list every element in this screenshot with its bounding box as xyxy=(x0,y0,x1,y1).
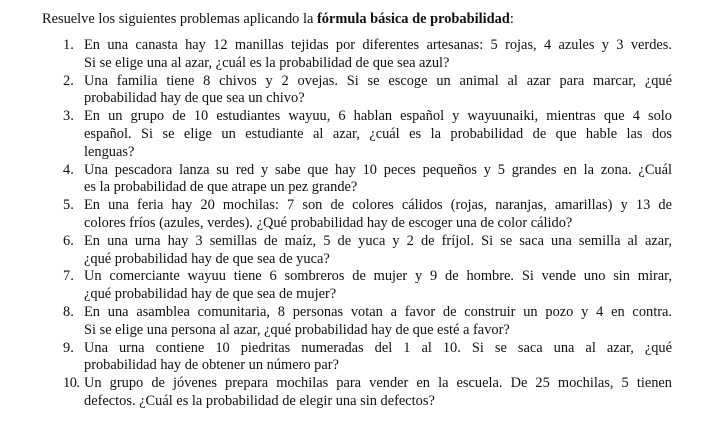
problem-text-line: Un comerciante wayuu tiene 6 sombreros de mujer y 9 de hombre. Si vende uno sin mirar, xyxy=(84,268,672,285)
problem-item xyxy=(63,73,672,109)
problem-text-line: es la probabilidad de que atrape un pez grande? xyxy=(84,179,358,196)
problem-number: 1. xyxy=(63,37,74,53)
problem-text-line: En un grupo de 10 estudiantes wayuu, 6 hablan español y wayuunaiki, mientras que 4 solo xyxy=(84,108,672,125)
problem-text-line: En una canasta hay 12 manillas tejidas por diferentes artesanas: 5 rojas, 4 azules y 3 verdes. xyxy=(84,37,672,53)
problem-item xyxy=(63,304,672,340)
instructions-heading xyxy=(42,10,514,28)
problem-number: 10. xyxy=(63,375,80,392)
problem-text-line: español. Si se elige un estudiante al azar, ¿cuál es la probabilidad de que hable las dos xyxy=(84,125,672,142)
problem-item xyxy=(63,233,672,269)
instructions-text: Resuelve los siguientes problemas aplicando la xyxy=(42,11,317,27)
problem-item xyxy=(63,108,672,161)
problem-text-line: defectos. ¿Cuál es la probabilidad de elegir una sin defectos? xyxy=(84,392,435,409)
problem-text-line: Una familia tiene 8 chivos y 2 ovejas. Si se escoge un animal al azar para marcar, ¿qué xyxy=(84,72,672,89)
problem-text-line: ¿qué probabilidad hay de que sea de yuca? xyxy=(84,250,330,267)
problem-list xyxy=(63,37,672,411)
problem-text-line: ¿qué probabilidad hay de que sea de mujer? xyxy=(84,286,337,303)
problem-item xyxy=(63,162,672,198)
problem-item xyxy=(63,37,672,73)
problem-text-line: Un grupo de jóvenes prepara mochilas para vender en la escuela. De 25 mochilas, 5 tienen xyxy=(84,375,672,392)
instructions-colon: : xyxy=(509,11,514,27)
problem-number: 4. xyxy=(63,161,74,178)
problem-text-line: lenguas? xyxy=(84,143,135,160)
problem-number: 5. xyxy=(63,197,74,214)
problem-text-line: probabilidad hay de obtener un número par? xyxy=(84,357,339,374)
problem-text-line: En una urna hay 3 semillas de maíz, 5 de yuca y 2 de fríjol. Si se saca una semilla al azar, xyxy=(84,232,672,249)
problem-number: 9. xyxy=(63,339,74,356)
problem-number: 2. xyxy=(63,72,74,89)
problem-item xyxy=(63,340,672,376)
problem-text-line: colores fríos (azules, verdes). ¿Qué probabilidad hay de escoger una de color cálido? xyxy=(84,214,573,231)
instructions-bold-term: fórmula básica de probabilidad xyxy=(316,11,510,27)
problem-text-line: Si se elige una persona al azar, ¿qué probabilidad hay de que esté a favor? xyxy=(84,321,510,338)
problem-text-line: Si se elige una al azar, ¿cuál es la probabilidad de que sea azul? xyxy=(84,54,450,71)
problem-text-line: probabilidad hay de que sea un chivo? xyxy=(84,90,305,107)
problem-item xyxy=(63,197,672,233)
problem-number: 6. xyxy=(63,232,74,249)
problem-text-line: Una pescadora lanza su red y sabe que hay 10 peces pequeños y 5 grandes en la zona. ¿Cuál xyxy=(84,161,672,178)
problem-text-line: En una asamblea comunitaria, 8 personas votan a favor de construir un pozo y 4 en contra. xyxy=(84,303,672,320)
problem-item xyxy=(63,268,672,304)
problem-item xyxy=(63,375,672,411)
problem-number: 8. xyxy=(63,303,74,320)
problem-number: 3. xyxy=(63,108,74,125)
problem-number: 7. xyxy=(63,268,74,285)
problem-text-line: Una urna contiene 10 piedritas numeradas del 1 al 10. Si se saca una al azar, ¿qué xyxy=(84,339,672,356)
problem-text-line: En una feria hay 20 mochilas: 7 son de colores cálidos (rojas, naranjas, amarillas) y 13 de xyxy=(84,197,672,214)
